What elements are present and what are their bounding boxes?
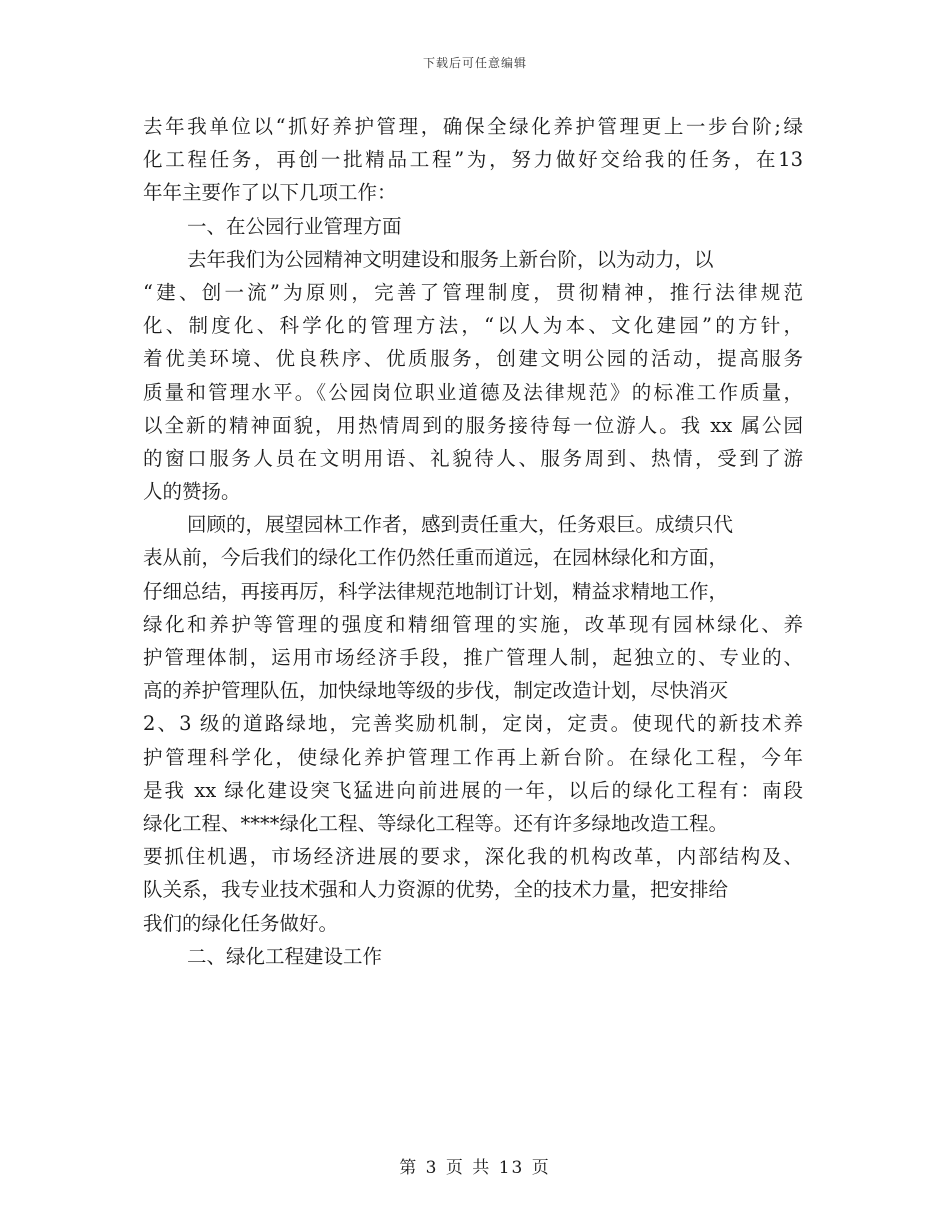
text-line: 表从前，今后我们的绿化工作仍然任重而道远，在园林绿化和方面， [143, 546, 729, 570]
text-line: 年年主要作了以下几项工作： [143, 181, 397, 205]
document-body [143, 110, 803, 973]
text-line: 要抓住机遇，市场经济进展的要求，深化我的机构改革，内部结构及、 [143, 845, 803, 869]
text-line: 护管理科学化，使绿化养护管理工作再上新台阶。在绿化工程，今年 [143, 745, 803, 769]
text-line: 我们的绿化任务做好。 [143, 911, 339, 935]
text-line: 去年我单位以“抓好养护管理，确保全绿化养护管理更上一步台阶;绿 [143, 115, 803, 138]
text-line: 仔细总结，再接再厉，科学法律规范地制订计划，精益求精地工作， [143, 579, 729, 603]
text-line: 着优美环境、优良秩序、优质服务，创建文明公园的活动，提高服务 [143, 347, 803, 371]
paragraph-start-line: 一、在公园行业管理方面 [187, 214, 402, 238]
text-line: 化工程任务，再创一批精品工程”为，努力做好交给我的任务，在13 [143, 148, 803, 172]
text-line: 的窗口服务人员在文明用语、礼貌待人、服务周到、热情，受到了游 [143, 446, 803, 470]
text-line: 绿化和养护等管理的强度和精细管理的实施，改革现有园林绿化、养 [143, 612, 803, 636]
text-line: 2、3 级的道路绿地，完善奖励机制，定岗，定责。使现代的新技术养 [143, 712, 803, 736]
text-line: 高的养护管理队伍，加快绿地等级的步伐，制定改造计划，尽快消灭 [143, 679, 729, 703]
paragraph-start-line: 去年我们为公园精神文明建设和服务上新台阶，以为动力，以 [187, 247, 714, 271]
text-line: 质量和管理水平。《公园岗位职业道德及法律规范》的标准工作质量， [143, 380, 803, 404]
text-line: 绿化工程、****绿化工程、等绿化工程等。还有许多绿地改造工程。 [143, 811, 729, 835]
page-header: 下载后可任意编辑 [422, 56, 527, 70]
text-line: “建、创一流”为原则，完善了管理制度，贯彻精神，推行法律规范 [143, 280, 803, 304]
text-line: 人的赞扬。 [143, 480, 241, 504]
text-line: 以全新的精神面貌，用热情周到的服务接待每一位游人。我 xx 属公园 [143, 413, 803, 437]
text-line: 队关系，我专业技术强和人力资源的优势，全的技术力量，把安排给 [143, 878, 729, 902]
page-number-footer: 第 3 页 共 13 页 [399, 1158, 551, 1178]
paragraph-start-line: 二、绿化工程建设工作 [187, 944, 383, 968]
text-line: 化、制度化、科学化的管理方法，“以人为本、文化建园”的方针， [143, 314, 803, 338]
text-line: 护管理体制，运用市场经济手段，推广管理人制，起独立的、专业的、 [143, 646, 803, 669]
text-line: 是我 xx 绿化建设突飞猛进向前进展的一年，以后的绿化工程有：南段 [143, 778, 803, 802]
paragraph-start-line: 回顾的，展望园林工作者，感到责任重大，任务艰巨。成绩只代 [187, 513, 734, 537]
